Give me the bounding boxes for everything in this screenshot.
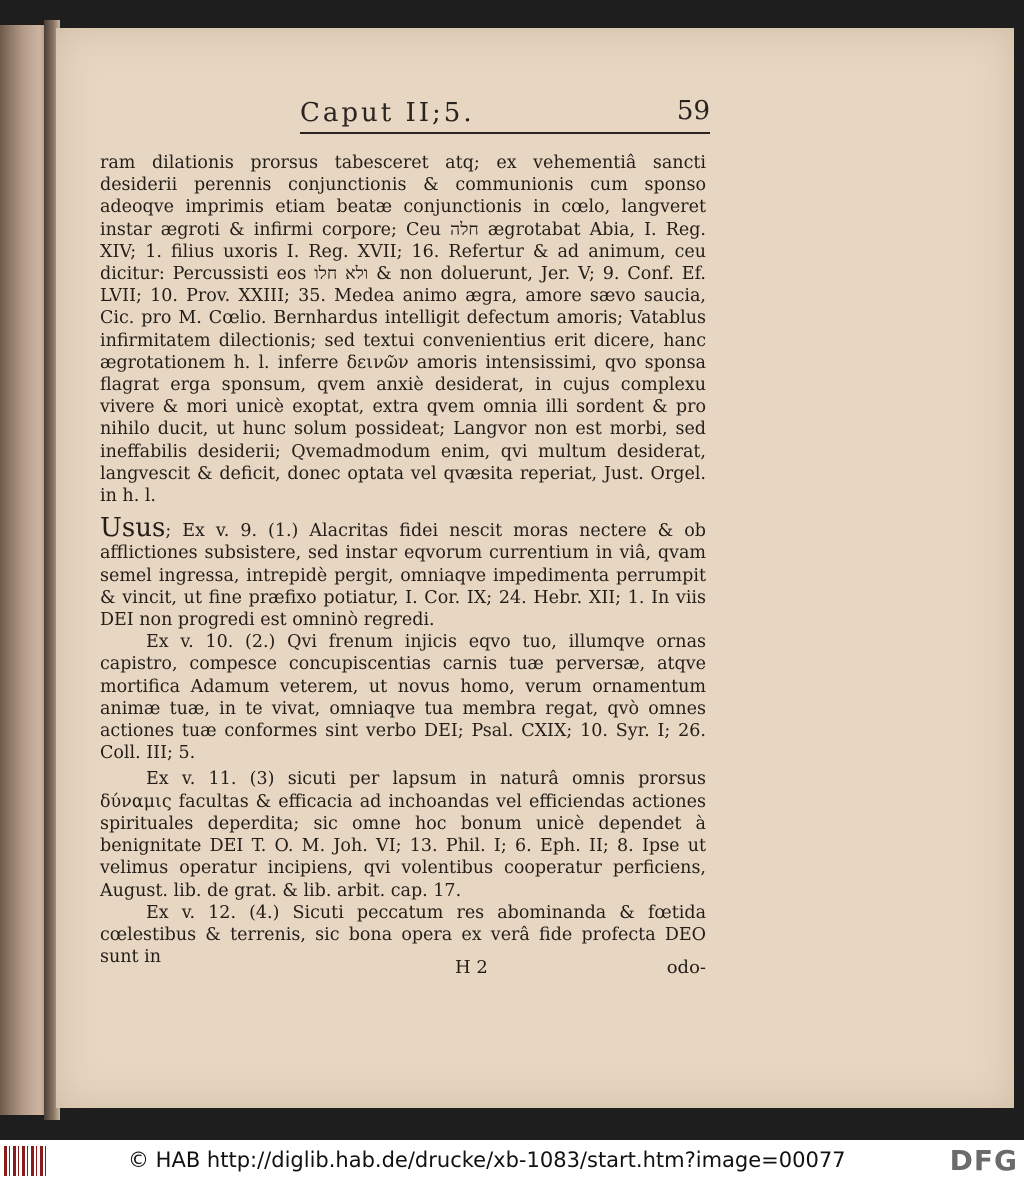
usus-text-1: Ex v. 9. (1.) Alacritas fidei nescit moras nectere & ob afflictiones subsistere, sed instar eqvorum currentium in viâ, qvam semel ingressa, intrepidè pergit, omniaqve impedimenta perrumpit & vincit, ut fine præfixo potiatur, I. Cor. IX; 24. Hebr. XII; 1. In viis DEI non progredi est omninò regredi. — [100, 521, 706, 631]
barcode-icon — [4, 1146, 48, 1176]
usus-heading-punct: ; — [165, 521, 183, 542]
header-rule — [300, 132, 710, 134]
catchword: odo- — [666, 957, 706, 978]
usus-paragraph-1 — [100, 513, 706, 631]
page-header — [300, 90, 710, 134]
commentary-paragraph: ram dilationis prorsus tabesceret atq; ex vehementiâ sancti desiderii perennis conjunctionis & communionis cum sponso adeoqve imprimis etiam beatæ conjunctionis in cœlo, langveret instar ægroti & infirmi corpore; Ceu חלה ægrotabat Abia, I. Reg. XIV; 1. filius uxoris I. Reg. XVII; 16. Refertur & ad animum, ceu dicitur: Percussisti eos ולא חלו & non doluerunt, Jer. V; 9. Conf. Ef. LVII; 10. Prov. XXIII; 35. Medea animo ægra, amore sævo saucia, Cic. pro M. Cœlio. Bernhardus intelligit defectum amoris; Vatablus infirmitatem dilectionis; sed textui convenientius erit dicere, hanc ægrotationem h. l. inferre δεινῶν amoris intensissimi, qvo sponsa flagrat erga sponsum, qvem anxiè desiderat, in cujus complexu vivere & mori unicè exoptat, extra qvem omnia illi sordent & pro nihilo ducit, ut hunc solum possideat; Langvor non est morbi, sed ineffabilis desiderii; Qvemadmodum enim, qvi multum desiderat, langvescit & deficit, donec optata vel qvæsita reperiat, Just. Orgel. in h. l. — [100, 153, 706, 507]
usus-paragraph-3: Ex v. 11. (3) sicuti per lapsum in naturâ omnis prorsus δύναμις facultas & efficacia ad inchoandas vel efficiendas actiones spirituales deperdita; sic omne hoc bonum unicè dependet à benignitate DEI T. O. M. Joh. VI; 13. Phil. I; 6. Eph. II; 8. Ipse ut velimus operatur incipiens, qvi volentibus cooperatur perficiens, August. lib. de grat. & lib. arbit. cap. 17. — [100, 769, 706, 901]
previous-page-edge — [0, 25, 50, 1115]
usus-paragraph-4: Ex v. 12. (4.) Sicuti peccatum res abominanda & fœtida cœlestibus & terrenis, sic bona opera ex verâ fide profecta DEO sunt in — [100, 902, 706, 968]
viewer-footer — [0, 1140, 1024, 1182]
catchline — [100, 957, 706, 981]
page-number: 59 — [676, 96, 710, 126]
signature-mark: H 2 — [455, 957, 488, 978]
running-head: Caput II;5. — [300, 98, 475, 128]
copyright-link[interactable]: © HAB http://diglib.hab.de/drucke/xb-1083/start.htm?image=00077 — [128, 1148, 846, 1172]
usus-paragraph-2: Ex v. 10. (2.) Qvi frenum injicis eqvo tuo, illumqve ornas capistro, compesce concupiscentias carnis tuæ perversæ, atqve mortifica Adamum veterem, ut novus homo, verum ornamentum animæ tuæ, in te vivat, omniaqve tua membra regat, qvò omnes actiones tuæ conformes sint verbo DEI; Psal. CXIX; 10. Syr. I; 26. Coll. III; 5. — [100, 632, 706, 764]
dfg-logo: DFG — [949, 1144, 1018, 1177]
main-text — [100, 152, 706, 968]
usus-heading: Usus — [100, 513, 166, 544]
